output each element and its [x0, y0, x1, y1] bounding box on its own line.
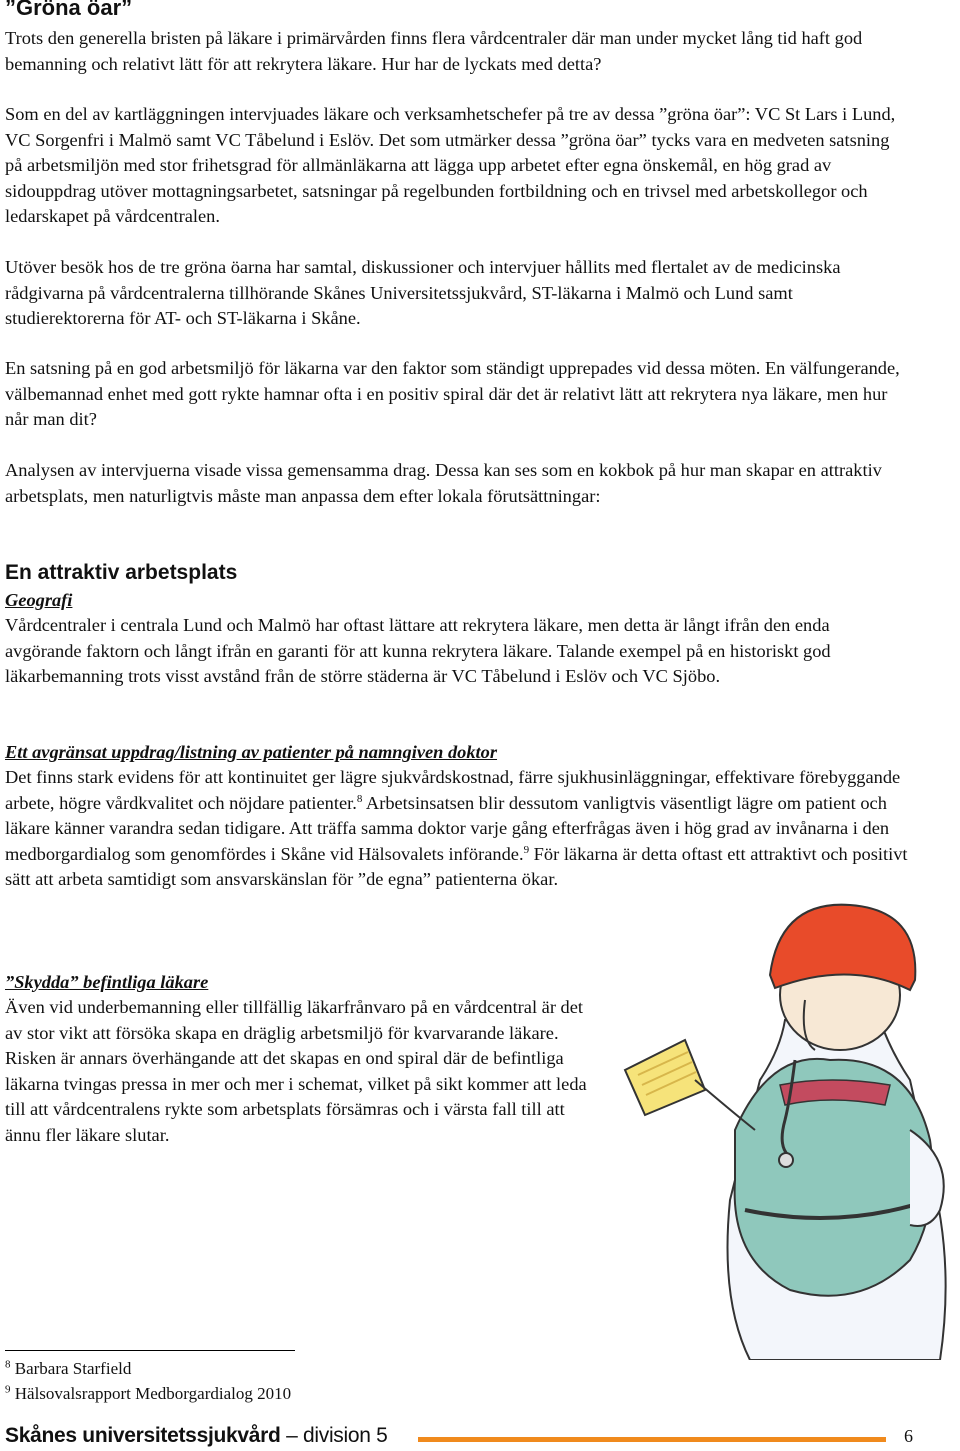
page-number: 6	[904, 1426, 913, 1446]
doctor-illustration	[610, 880, 960, 1360]
section-title-grona-oar: ”Gröna öar”	[5, 0, 133, 20]
paragraph-work-environment: En satsning på en god arbetsmiljö för läkarna var den faktor som ständigt upprepades vid dessa möten. En välfungerande, välbemannad enhet med gott rykte hamnar ofta i en positiv spiral där det är relativt lätt att rekrytera nya läkare, men hur når man dit?	[5, 358, 900, 430]
footnote-divider	[5, 1350, 295, 1351]
subheading-limited-assignment: Ett avgränsat uppdrag/listning av patienter på namngiven doktor	[5, 742, 498, 762]
footnote-9: $^9$ Hälsovalsrapport Medborgardialog 2010	[5, 1383, 292, 1403]
paragraph-intro: Trots den generella bristen på läkare i primärvården finns flera vårdcentraler där man under mycket lång tid haft god bemanning och relativt lätt för att rekrytera läkare. Hur har de lyckats med detta?	[5, 28, 863, 74]
paragraph-analysis: Analysen av intervjuerna visade vissa gemensamma drag. Dessa kan ses som en kokbok på hur man skapar en attraktiv arbetsplats, men naturligtvis måste man anpassa dem efter lokala förutsättningar:	[5, 460, 882, 506]
subheading-geography: Geografi	[5, 590, 73, 610]
paragraph-limited-assignment: Det finns stark evidens för att kontinuitet ger lägre sjukvårdskostnad, färre sjukhusinläggningar, effektivare förebyggande arbete, högre vårdkvalitet och nöjdare patienter.$^8$ Arbetsinsatsen blir dessutom vanligtvis väsentligt lägre om patient och läkare känner varandra sedan tidigare. Att träffa samma doktor varje gång efterfrågas även i hög grad av invånarna i den medborgardialog som genomfördes i Skåne vid Hälsovalets införande.$^9$ För läkarna är detta oftast ett attraktivt och positivt sätt att arbeta samtidigt som ansvarskänslan för ”de egna” patienterna ökar.	[5, 767, 908, 890]
section-title-attractive-workplace: En attraktiv arbetsplats	[5, 561, 238, 584]
footnote-8: $^8$ Barbara Starfield	[5, 1358, 132, 1378]
footnote-ref-9: 9	[523, 843, 530, 856]
paragraph-interviews: Som en del av kartläggningen intervjuades läkare och verksamhetschefer på tre av dessa ”gröna öar”: VC St Lars i Lund, VC Sorgenfri i Malmö samt VC Tåbelund i Eslöv. Det som utmärker dessa ”gröna öar” tycks vara en medveten satsning på arbetsmiljön med stor frihetsgrad för allmänläkarna att lägga upp arbetet efter egna önskemål, en hög grad av sidouppdrag utöver mottagningsarbetet, satsningar på regelbunden fortbildning och en trivsel med arbetskollegor och ledarskapet på vårdcentralen.	[5, 104, 896, 227]
footer-accent-line	[418, 1437, 886, 1442]
paragraph-geography: Vårdcentraler i centrala Lund och Malmö har oftast lättare att rekrytera läkare, men detta är långt ifrån den enda avgörande faktorn och långt ifrån en garanti för att kunna rekrytera läkare. Talande exempel på en historiskt god läkarbemanning trots visst avstånd från de större städerna är VC Tåbelund i Eslöv och VC Sjöbo.	[5, 615, 831, 687]
subheading-protect-doctors: ”Skydda” befintliga läkare	[5, 972, 209, 992]
footer-brand: Skånes universitetssjukvård – division 5	[5, 1424, 388, 1447]
paragraph-discussions: Utöver besök hos de tre gröna öarna har samtal, diskussioner och intervjuer hållits med flertalet av de medicinska rådgivarna på vårdcentralerna tillhörande Skånes Universitetssjukvård, ST-läkarna i Malmö och Lund samt studierektorerna för AT- och ST-läkarna i Skåne.	[5, 257, 841, 329]
paragraph-protect-doctors: Även vid underbemanning eller tillfällig läkarfrånvaro på en vårdcentral är det av stor vikt att försöka skapa en dräglig arbetsmiljö för kvarvarande läkare. Risken är annars överhängande att det skapas en ond spiral där de befintliga läkarna tvingas pressa in mer och mer i schemat, vilket på sikt kommer att leda till att vårdcentralens rykte som arbetsplats försämras och i värsta fall till att ännu fler läkare slutar.	[5, 997, 587, 1145]
footnote-ref-8: 8	[356, 792, 363, 805]
